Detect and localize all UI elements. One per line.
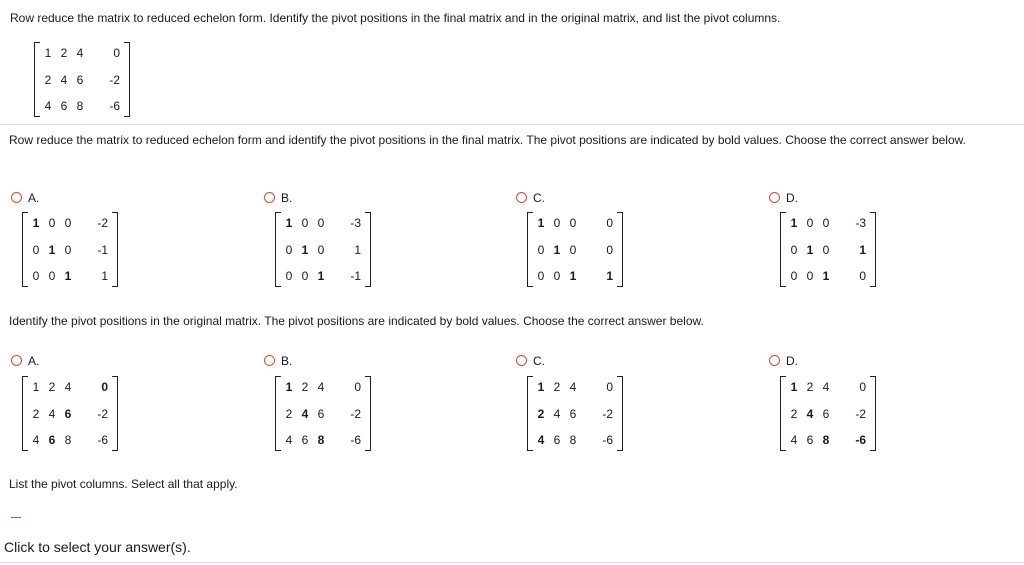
matrix-entry: 1: [606, 269, 613, 283]
matrix-entry: 6: [60, 99, 68, 113]
matrix-entry: 4: [64, 380, 72, 394]
matrix-entry: 1: [44, 46, 52, 60]
matrix-entry: -2: [602, 407, 613, 421]
matrix-entry: 4: [806, 407, 814, 421]
matrix-entry: 0: [859, 380, 866, 394]
radio-button-c[interactable]: [516, 192, 527, 203]
matrix-entry: 4: [76, 46, 84, 60]
option-c-matrix: [527, 212, 623, 287]
matrix-entry: 4: [537, 433, 545, 447]
matrix-entry: 6: [806, 433, 814, 447]
matrix-entry: 0: [606, 380, 613, 394]
matrix-entry: 0: [606, 216, 613, 230]
answer-dash: [11, 517, 21, 518]
matrix-entry: 4: [822, 380, 830, 394]
matrix-entry: -6: [109, 99, 120, 113]
matrix-right-bracket: [365, 212, 371, 287]
matrix-entry: 4: [569, 380, 577, 394]
matrix-entry: 1: [32, 216, 40, 230]
matrix-entry: -2: [97, 407, 108, 421]
option-label-b: B.: [281, 191, 293, 205]
option-label-a: A.: [28, 354, 40, 368]
option-b-matrix: [275, 212, 371, 287]
matrix-entry: 1: [553, 243, 561, 257]
matrix-left-bracket: [275, 376, 281, 451]
matrix-entry: 1: [537, 380, 545, 394]
matrix-entry: 4: [317, 380, 325, 394]
matrix-entry: 4: [32, 433, 40, 447]
matrix-right-bracket: [617, 212, 623, 287]
matrix-entry: 8: [64, 433, 72, 447]
matrix-entry: 0: [301, 216, 309, 230]
matrix-entry: 2: [285, 407, 293, 421]
matrix-entry: 6: [317, 407, 325, 421]
matrix-entry: 8: [822, 433, 830, 447]
option-label-c: C.: [533, 191, 545, 205]
matrix-right-bracket: [124, 42, 130, 117]
matrix-entry: 1: [32, 380, 40, 394]
option-label-b: B.: [281, 354, 293, 368]
matrix-left-bracket: [780, 376, 786, 451]
matrix-entry: 1: [537, 216, 545, 230]
matrix-entry: -2: [97, 216, 108, 230]
option-label-d: D.: [786, 191, 798, 205]
option-label-d: D.: [786, 354, 798, 368]
matrix-left-bracket: [527, 376, 533, 451]
matrix-right-bracket: [870, 376, 876, 451]
matrix-right-bracket: [112, 376, 118, 451]
matrix-entry: 0: [317, 243, 325, 257]
matrix-entry: 0: [806, 216, 814, 230]
option-d-matrix: [780, 376, 876, 451]
matrix-entry: 0: [569, 216, 577, 230]
matrix-entry: 0: [553, 269, 561, 283]
matrix-entry: 0: [537, 269, 545, 283]
matrix-entry: 0: [822, 216, 830, 230]
matrix-entry: 6: [553, 433, 561, 447]
matrix-entry: 6: [76, 73, 84, 87]
option-label-a: A.: [28, 191, 40, 205]
matrix-entry: 2: [32, 407, 40, 421]
matrix-entry: -2: [855, 407, 866, 421]
radio-button-d[interactable]: [769, 192, 780, 203]
matrix-entry: 0: [606, 243, 613, 257]
matrix-entry: 1: [317, 269, 325, 283]
part1-prompt: Row reduce the matrix to reduced echelon form and identify the pivot positions in the final matrix. The pivot positions are indicated by bold values. Choose the correct answer below.: [9, 133, 966, 147]
matrix-entry: -1: [97, 243, 108, 257]
matrix-entry: 0: [48, 269, 56, 283]
bottom-divider: [0, 562, 1024, 563]
matrix-entry: 1: [859, 243, 866, 257]
matrix-entry: 0: [354, 380, 361, 394]
matrix-entry: 0: [790, 269, 798, 283]
matrix-entry: 8: [317, 433, 325, 447]
question-text: Row reduce the matrix to reduced echelon form. Identify the pivot positions in the final matrix and in the original matrix, and list the pivot columns.: [10, 11, 781, 25]
matrix-entry: -6: [855, 433, 866, 447]
matrix-entry: 0: [48, 216, 56, 230]
matrix-entry: 0: [64, 216, 72, 230]
radio-button-a[interactable]: [11, 355, 22, 366]
matrix-entry: 0: [113, 46, 120, 60]
matrix-entry: 4: [48, 407, 56, 421]
matrix-entry: 2: [301, 380, 309, 394]
matrix-entry: 0: [32, 243, 40, 257]
matrix-entry: 1: [64, 269, 72, 283]
matrix-entry: 4: [553, 407, 561, 421]
matrix-entry: 2: [553, 380, 561, 394]
matrix-entry: -6: [602, 433, 613, 447]
option-a-matrix: [22, 376, 118, 451]
matrix-entry: 0: [569, 243, 577, 257]
matrix-entry: 4: [60, 73, 68, 87]
matrix-right-bracket: [870, 212, 876, 287]
matrix-entry: 1: [569, 269, 577, 283]
matrix-entry: 6: [64, 407, 72, 421]
matrix-entry: 4: [44, 99, 52, 113]
matrix-entry: 2: [537, 407, 545, 421]
matrix-entry: 0: [64, 243, 72, 257]
matrix-entry: -3: [350, 216, 361, 230]
matrix-entry: 2: [44, 73, 52, 87]
radio-button-b[interactable]: [264, 192, 275, 203]
matrix-entry: -6: [97, 433, 108, 447]
matrix-entry: 4: [790, 433, 798, 447]
matrix-entry: 4: [285, 433, 293, 447]
part2-prompt: Identify the pivot positions in the original matrix. The pivot positions are indicated by bold values. Choose the correct answer below.: [9, 314, 704, 328]
radio-button-b[interactable]: [264, 355, 275, 366]
matrix-entry: 6: [301, 433, 309, 447]
matrix-entry: 2: [48, 380, 56, 394]
matrix-entry: 2: [790, 407, 798, 421]
matrix-left-bracket: [527, 212, 533, 287]
matrix-entry: 6: [822, 407, 830, 421]
matrix-entry: 1: [790, 380, 798, 394]
matrix-entry: 0: [806, 269, 814, 283]
matrix-entry: -1: [350, 269, 361, 283]
matrix-entry: 0: [285, 243, 293, 257]
matrix-entry: 0: [790, 243, 798, 257]
part3-prompt: List the pivot columns. Select all that apply.: [9, 477, 238, 491]
matrix-entry: 8: [569, 433, 577, 447]
matrix-entry: 0: [859, 269, 866, 283]
matrix-entry: 0: [32, 269, 40, 283]
matrix-entry: 2: [60, 46, 68, 60]
matrix-entry: 4: [301, 407, 309, 421]
matrix-entry: 6: [48, 433, 56, 447]
matrix-entry: 1: [285, 380, 293, 394]
matrix-entry: -2: [350, 407, 361, 421]
matrix-entry: 1: [301, 243, 309, 257]
option-d-matrix: [780, 212, 876, 287]
original-matrix: [34, 42, 130, 117]
matrix-entry: 0: [317, 216, 325, 230]
matrix-entry: 1: [48, 243, 56, 257]
matrix-right-bracket: [617, 376, 623, 451]
matrix-left-bracket: [22, 376, 28, 451]
option-c-matrix: [527, 376, 623, 451]
matrix-entry: 0: [285, 269, 293, 283]
matrix-entry: -2: [109, 73, 120, 87]
matrix-entry: 1: [822, 269, 830, 283]
matrix-entry: 0: [822, 243, 830, 257]
matrix-entry: 8: [76, 99, 84, 113]
matrix-entry: 0: [553, 216, 561, 230]
matrix-right-bracket: [112, 212, 118, 287]
matrix-entry: 1: [806, 243, 814, 257]
matrix-entry: 0: [101, 380, 108, 394]
radio-button-d[interactable]: [769, 355, 780, 366]
radio-button-c[interactable]: [516, 355, 527, 366]
matrix-entry: 1: [354, 243, 361, 257]
matrix-left-bracket: [22, 212, 28, 287]
divider: [0, 124, 1024, 125]
select-answers-link[interactable]: Click to select your answer(s).: [4, 539, 191, 555]
matrix-right-bracket: [365, 376, 371, 451]
matrix-entry: 1: [285, 216, 293, 230]
option-label-c: C.: [533, 354, 545, 368]
option-a-matrix: [22, 212, 118, 287]
matrix-entry: 0: [537, 243, 545, 257]
matrix-entry: 1: [790, 216, 798, 230]
matrix-left-bracket: [34, 42, 40, 117]
option-b-matrix: [275, 376, 371, 451]
matrix-entry: 1: [101, 269, 108, 283]
matrix-entry: -3: [855, 216, 866, 230]
matrix-entry: -6: [350, 433, 361, 447]
radio-button-a[interactable]: [11, 192, 22, 203]
matrix-entry: 6: [569, 407, 577, 421]
matrix-left-bracket: [275, 212, 281, 287]
matrix-entry: 0: [301, 269, 309, 283]
matrix-left-bracket: [780, 212, 786, 287]
matrix-entry: 2: [806, 380, 814, 394]
